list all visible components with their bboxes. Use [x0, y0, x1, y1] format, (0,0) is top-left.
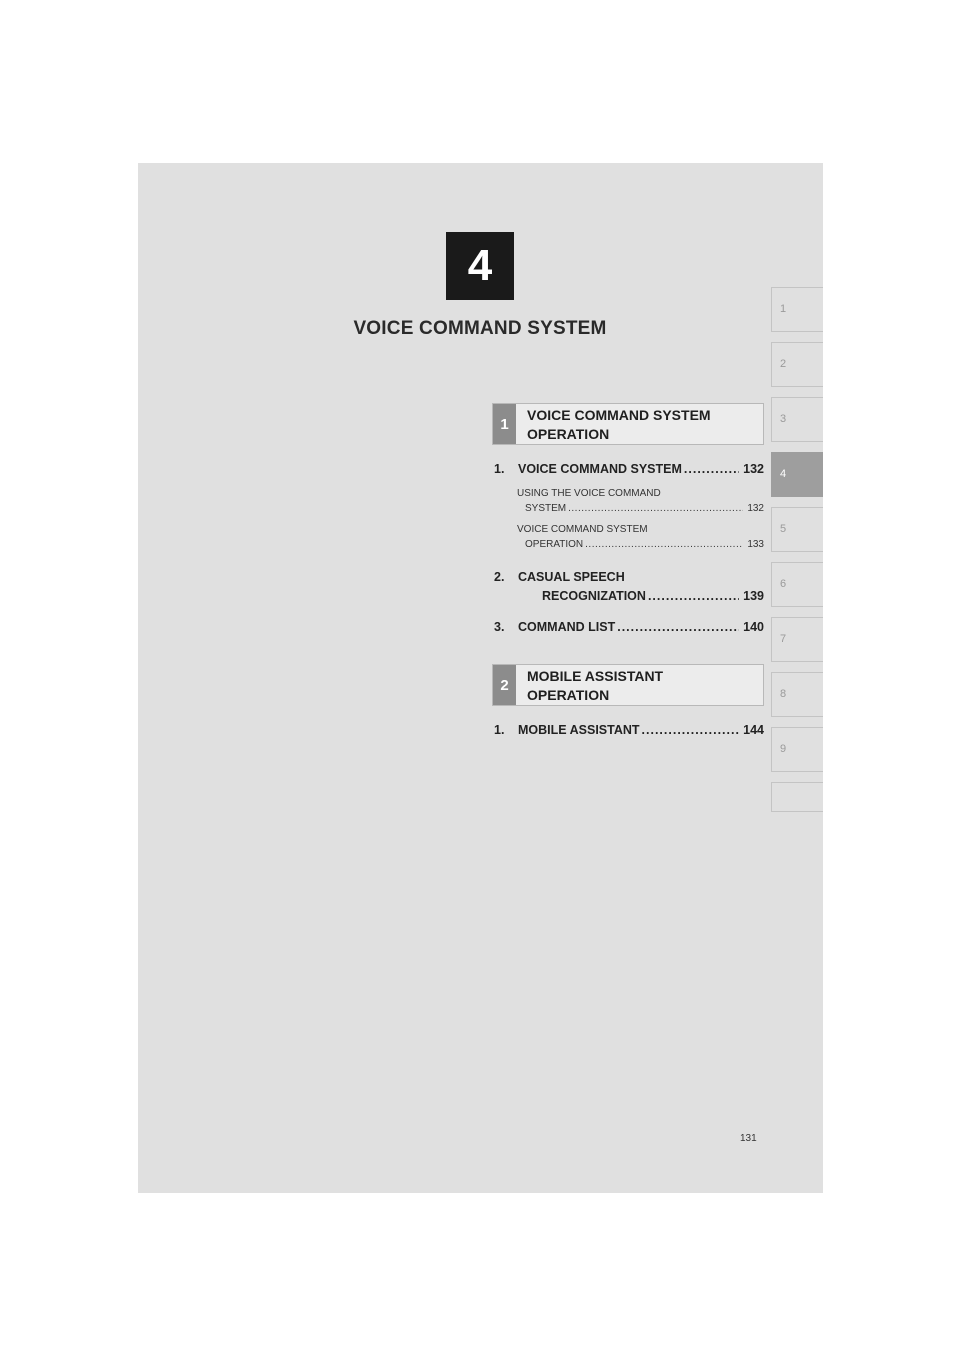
toc-entry[interactable]: 3. COMMAND LIST ..... 140: [494, 620, 764, 634]
page-number: 131: [740, 1133, 757, 1144]
section-header-1: [492, 403, 764, 445]
toc-subentry[interactable]: USING THE VOICE COMMAND SYSTEM ..... 132: [517, 486, 764, 516]
tab-4[interactable]: 4: [771, 452, 823, 497]
section-title: VOICE COMMAND SYSTEM OPERATION: [527, 407, 711, 442]
section-title: MOBILE ASSISTANT OPERATION: [527, 668, 664, 703]
tab-10[interactable]: [771, 782, 823, 812]
toc-entry[interactable]: 1. MOBILE ASSISTANT ..... 144: [494, 723, 764, 737]
section-number: 2: [493, 665, 516, 705]
page-ref: 139: [743, 589, 764, 603]
leader-dots: [617, 620, 739, 634]
leader-dots: [648, 587, 739, 606]
page-ref: 144: [743, 723, 764, 737]
chapter-number: 4: [467, 241, 493, 290]
tab-5[interactable]: 5: [771, 507, 823, 552]
tab-7[interactable]: 7: [771, 617, 823, 662]
toc-entry[interactable]: 1. VOICE COMMAND SYSTEM ..... 132: [494, 462, 764, 476]
page-ref: 133: [747, 539, 764, 550]
page-ref: 132: [743, 462, 764, 476]
tab-8[interactable]: 8: [771, 672, 823, 717]
tab-1[interactable]: 1: [771, 287, 823, 332]
leader-dots: [642, 723, 740, 737]
toc-entry[interactable]: 2. CASUAL SPEECH RECOGNIZATION ..... 139: [494, 568, 764, 606]
leader-dots: [568, 501, 743, 516]
chapter-title: VOICE COMMAND SYSTEM: [353, 318, 607, 339]
chapter-number-box: [446, 232, 514, 300]
page-ref: 140: [743, 620, 764, 634]
tab-2[interactable]: 2: [771, 342, 823, 387]
toc-subentry[interactable]: VOICE COMMAND SYSTEM OPERATION ..... 133: [517, 522, 764, 552]
tab-6[interactable]: 6: [771, 562, 823, 607]
chapter-tabs: [771, 287, 823, 822]
leader-dots: [684, 462, 739, 476]
tab-3[interactable]: 3: [771, 397, 823, 442]
tab-9[interactable]: 9: [771, 727, 823, 772]
page-ref: 132: [747, 503, 764, 514]
section-header-2: [492, 664, 764, 706]
leader-dots: [585, 537, 743, 552]
section-number: 1: [493, 404, 516, 444]
